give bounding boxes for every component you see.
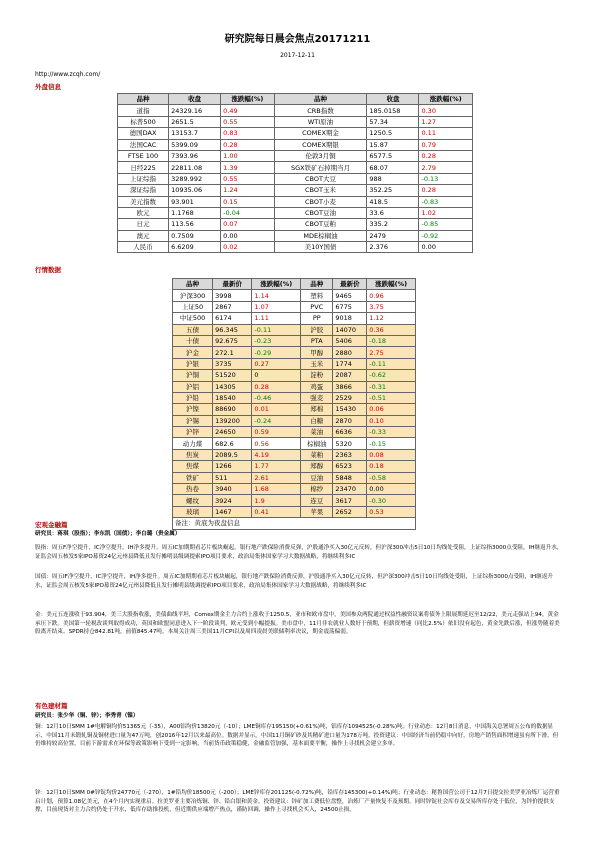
- market_table-row: [173, 290, 416, 301]
- outer_table-header-cell: 收盘: [169, 94, 221, 105]
- market_table-cell: 3866: [333, 381, 367, 392]
- market_table-cell: 92.675: [213, 335, 252, 346]
- market_table-header-cell: 涨跌幅(%): [252, 279, 301, 290]
- outer_table-cell: 7393.96: [169, 150, 221, 161]
- market_table-cell: -0.31: [367, 381, 416, 392]
- outer_table-cell: SGX铁矿石掉期当月: [274, 162, 367, 173]
- outer_table-cell: 欧元: [118, 207, 169, 218]
- outer_table-row: [118, 196, 473, 207]
- market_table-cell: 0.08: [367, 449, 416, 460]
- market_table-cell: 1266: [213, 461, 252, 472]
- market_table-cell: -0.58: [367, 472, 416, 483]
- macro-paragraph-bond: 国债：周五IF净空提升，IC净空提升，IH净多提升。周五IC加期期看芯片板块崛起，银行地产跌保险消费反弹，沪股通净买入30亿元反转，但沪深300冲击5日10日均线处受阻，上证综指3000点受阻，IH继返升水，证监会周五核发5家IPO募资24亿元州县降低且发行摊明县级调提索IPO项目要求，政治局集体国家学习大数据战略，将继续利多IC: [35, 574, 553, 589]
- outer_table-cell: 33.6: [367, 207, 419, 218]
- outer_table-cell: CBOT玉米: [274, 185, 367, 196]
- outer_table-cell: 22811.08: [169, 162, 221, 173]
- outer_table-row: [118, 128, 473, 139]
- outer_table-cell: 93.901: [169, 196, 221, 207]
- market_table-row: [173, 427, 416, 438]
- market_table-cell: 2529: [333, 392, 367, 403]
- market_table-cell: -0.11: [367, 358, 416, 369]
- outer_table-cell: CBOT豆粕: [274, 219, 367, 230]
- outer_table-cell: 15.87: [367, 139, 419, 150]
- market_table-cell: 2880: [333, 347, 367, 358]
- outer_table-cell: 1.39: [221, 162, 274, 173]
- market_table-cell: 14305: [213, 381, 252, 392]
- market_table-row: [173, 495, 416, 506]
- market_table-cell: 菜粕: [301, 449, 333, 460]
- market_table-cell: 1.14: [252, 290, 301, 301]
- market_table-cell: 2867: [213, 301, 252, 312]
- market_table-row: [173, 449, 416, 460]
- market_table-cell: 1467: [213, 506, 252, 517]
- outer_table-cell: 2.376: [367, 242, 419, 253]
- outer_table-cell: 澳元: [118, 230, 169, 241]
- market_table-cell: 0.96: [367, 290, 416, 301]
- market_table-cell: -0.33: [367, 427, 416, 438]
- market_table-cell: -0.29: [252, 347, 301, 358]
- outer_table-cell: 68.07: [367, 162, 419, 173]
- outer_table-cell: 德国DAX: [118, 128, 169, 139]
- market_table-cell: 682.6: [213, 438, 252, 449]
- outer_table-cell: 10935.06: [169, 185, 221, 196]
- outer_table-cell: 伦敦3月铜: [274, 150, 367, 161]
- market_table-cell: 5406: [333, 335, 367, 346]
- market_table-header-cell: 涨跌幅(%): [367, 279, 416, 290]
- market_table-cell: 0.56: [252, 438, 301, 449]
- outer_table-row: [118, 162, 473, 173]
- outer_table-cell: 0.28: [221, 139, 274, 150]
- market_table-cell: 鸡蛋: [301, 381, 333, 392]
- outer_table-cell: -0.85: [419, 219, 473, 230]
- outer_table-cell: 日元: [118, 219, 169, 230]
- market_table-row: [173, 392, 416, 403]
- market_table-cell: 5848: [333, 472, 367, 483]
- market_table-row: [173, 415, 416, 426]
- market_table-cell: 塑料: [301, 290, 333, 301]
- market_table-cell: 51520: [213, 370, 252, 381]
- market_table-cell: 郑醇: [301, 461, 333, 472]
- outer_table-cell: 1.02: [419, 207, 473, 218]
- outer_table-cell: MDE棕榈油: [274, 230, 367, 241]
- outer_table-cell: -0.83: [419, 196, 473, 207]
- outer_table-cell: FTSE 100: [118, 150, 169, 161]
- outer_table-cell: 1.00: [221, 150, 274, 161]
- outer_table-cell: 352.25: [367, 185, 419, 196]
- outer_table-cell: COMEX期金: [274, 128, 367, 139]
- market_table-cell: -0.18: [367, 335, 416, 346]
- market_table-cell: 3940: [213, 484, 252, 495]
- market_table-cell: 淀粉: [301, 370, 333, 381]
- outer_table-row: [118, 116, 473, 127]
- macro-paragraph-gold: 金：美元五连涨收于93.904，美三大股指收涨，美债曲线平坦，Comex期金主力合约上涨收于1250.5，亚市和欧市盘中，美国参众两院通过权益性融资议案将债务上限展期延迟至12/22，美元走强站上94，黄金承压下跌。美国第一轮税改谈判取得成功，英国和欧盟同意进入下一阶段谈判，欧元受到小幅提振。美市盘中，11月非农就业人数好于预期，但薪资增速（同比2.5%）依旧没有起色，黄金先跌后涨，但涨势随着美股离开结束。SPDR持仓842.81吨，前值845.47吨。本周关注周三美国11月CPI以及周四凌晨美联储利率决议，期金震荡偏弱。: [35, 612, 560, 636]
- market_table-cell: 1.12: [367, 313, 416, 324]
- outer_table-cell: 0.79: [419, 139, 473, 150]
- market_table-cell: 1.07: [252, 301, 301, 312]
- market_table-cell: 1.11: [252, 313, 301, 324]
- market_table-cell: 白糖: [301, 415, 333, 426]
- outer_table-cell: 美元指数: [118, 196, 169, 207]
- market_table-header-cell: 品种: [173, 279, 213, 290]
- outer_table-cell: 988: [367, 173, 419, 184]
- site-link[interactable]: http://www.zcqh.com/: [35, 71, 101, 78]
- section-market-title: 行情数据: [35, 266, 61, 274]
- market_table-cell: 沪锡: [173, 415, 213, 426]
- outer_table-cell: 0.7509: [169, 230, 221, 241]
- market_table-row: [173, 301, 416, 312]
- outer_table-cell: 0.11: [419, 128, 473, 139]
- market_table-header-cell: 品种: [301, 279, 333, 290]
- market_table-cell: 88690: [213, 404, 252, 415]
- market_table-cell: 沪锌: [173, 427, 213, 438]
- market_table-cell: 菜油: [301, 427, 333, 438]
- market_table-cell: 棕榈油: [301, 438, 333, 449]
- outer_table-cell: 日经225: [118, 162, 169, 173]
- market_table-cell: -0.24: [252, 415, 301, 426]
- market_table-cell: 豆油: [301, 472, 333, 483]
- outer_table-cell: WTI原油: [274, 116, 367, 127]
- outer_table-cell: 418.5: [367, 196, 419, 207]
- outer_table-cell: 人民币: [118, 242, 169, 253]
- outer_table-cell: COMEX期银: [274, 139, 367, 150]
- market_table-row: [173, 381, 416, 392]
- market_table-cell: -0.15: [367, 438, 416, 449]
- market_table-cell: 苹果: [301, 506, 333, 517]
- outer_table-cell: 0.15: [221, 196, 274, 207]
- market_table-cell: 6174: [213, 313, 252, 324]
- market_table-cell: 2087: [333, 370, 367, 381]
- market_table-cell: 沪镍: [173, 404, 213, 415]
- outer_table-row: [118, 219, 473, 230]
- market_table-cell: 0: [252, 370, 301, 381]
- outer_table-cell: 13153.7: [169, 128, 221, 139]
- outer_table-cell: 深证综指: [118, 185, 169, 196]
- outer_table-cell: -0.92: [419, 230, 473, 241]
- market_table-cell: 铁矿: [173, 472, 213, 483]
- market_table-cell: 2.75: [367, 347, 416, 358]
- market_table-row: [173, 438, 416, 449]
- market_table-cell: 4.19: [252, 449, 301, 460]
- market_table-row: [173, 370, 416, 381]
- outer-market-table: [117, 93, 473, 253]
- section-metals-title: 有色建材篇: [35, 702, 68, 710]
- market_table-cell: -0.46: [252, 392, 301, 403]
- outer_table-cell: 1.27: [419, 116, 473, 127]
- outer_table-row: [118, 242, 473, 253]
- market_table-cell: 沪铜: [173, 370, 213, 381]
- outer_table-cell: 0.55: [221, 116, 274, 127]
- outer_table-header-cell: 涨跌幅(%): [221, 94, 274, 105]
- market_table-cell: 沪银: [173, 358, 213, 369]
- market_table-cell: 3998: [213, 290, 252, 301]
- market_table-cell: 焦煤: [173, 461, 213, 472]
- outer_table-cell: CBOT豆油: [274, 207, 367, 218]
- market_table-cell: 0.53: [367, 506, 416, 517]
- market_table-cell: 6636: [333, 427, 367, 438]
- outer_table-cell: CRB指数: [274, 105, 367, 116]
- outer_table-row: [118, 150, 473, 161]
- page-title: 研究院每日晨会焦点20171211: [224, 34, 371, 45]
- outer_table-cell: 0.83: [221, 128, 274, 139]
- outer_table-row: [118, 139, 473, 150]
- market_table-cell: 0.18: [367, 461, 416, 472]
- market_table-header-cell: 最新价: [333, 279, 367, 290]
- market_table-cell: 热卷: [173, 484, 213, 495]
- outer_table-cell: 法国CAC: [118, 139, 169, 150]
- market_table-cell: 3.75: [367, 301, 416, 312]
- market_table-cell: PVC: [301, 301, 333, 312]
- outer_table-cell: 0.55: [221, 173, 274, 184]
- market_table-cell: 沪深300: [173, 290, 213, 301]
- market_table-row: [173, 335, 416, 346]
- outer_table-cell: 6.6209: [169, 242, 221, 253]
- outer_table-header-cell: 品种: [274, 94, 367, 105]
- market_table-cell: 甲醇: [301, 347, 333, 358]
- market_table-cell: 9018: [333, 313, 367, 324]
- market_table-cell: 139200: [213, 415, 252, 426]
- market_table-cell: 沪金: [173, 347, 213, 358]
- outer_table-cell: 113.56: [169, 219, 221, 230]
- outer_table-header-cell: 品种: [118, 94, 169, 105]
- outer_table-cell: 0.49: [221, 105, 274, 116]
- outer_table-cell: 0.00: [419, 242, 473, 253]
- outer_table-cell: -0.13: [419, 173, 473, 184]
- outer_table-cell: 2651.5: [169, 116, 221, 127]
- macro-researchers: 研究员：蒋琪（股指）；李东凯（国债）；李白璐（贵金属）: [35, 531, 181, 537]
- outer_table-cell: 57.34: [367, 116, 419, 127]
- market_table-cell: 玻璃: [173, 506, 213, 517]
- market_table-cell: 18540: [213, 392, 252, 403]
- outer_table-row: [118, 230, 473, 241]
- market_table-cell: 连豆: [301, 495, 333, 506]
- market_table-cell: 272.1: [213, 347, 252, 358]
- market_table-cell: 2652: [333, 506, 367, 517]
- market_table-cell: 郑棉: [301, 404, 333, 415]
- market_table-cell: 0.28: [252, 381, 301, 392]
- market_table-cell: 1.77: [252, 461, 301, 472]
- metals-paragraph-zinc: 锌：12月10日SMM 0#锌锭均价24770元（-270），1#铅均价18500元（-200）；LME锌库存201125(-0.72%)吨，铅库存145300(+0.14%)吨；行业动态：秘鲁国营公司于12月7日提交拉美罗亚冶炼厂运营重启计划，预算1.08亿美元，在4个月内实现重启。拉美罗亚主要冶炼铜、锌、铅白银和黄金。投资建议：锌矿加工费低位盘整，冶炼厂产量恢复不及预期。同时锌锭社会库存及交易所库存处于低位，为锌价提供支撑，目前现货对主力合约仍处于升水，低库存助推投机，但近期供应端增产热点，谨防回调，操作上寻找机会买入，24500止损。: [35, 790, 560, 814]
- outer_table-cell: 1.1768: [169, 207, 221, 218]
- section-outer-title: 外盘信息: [35, 83, 61, 91]
- market_table-row: [173, 472, 416, 483]
- outer_table-cell: 6577.5: [367, 150, 419, 161]
- market_table-row: [173, 358, 416, 369]
- macro-paragraph-stock: 股指：周五F净空提升，IC净空提升，IH净多提升。周五IC加期期看芯片板块崛起，银行地产跌保险消费反弹，沪股通净买入30亿元反转，但沪深300冲击5日10日均线处受阻，上证综指3000点受阻，IH继返升水，证监会周五核发5家IPO募资24亿元州县降低且发行摊明县级调提索IPO项目要求，政治局集体国家学习大数据战略，将继续利多IC: [35, 545, 563, 560]
- market_table-cell: 96.345: [213, 324, 252, 335]
- market_table-cell: 沪铝: [173, 381, 213, 392]
- outer_table-cell: CBOT小麦: [274, 196, 367, 207]
- market_table-cell: 强麦: [301, 392, 333, 403]
- market_table-cell: 0.41: [252, 506, 301, 517]
- market_table-cell: 1774: [333, 358, 367, 369]
- outer_table-cell: 道指: [118, 105, 169, 116]
- market_table-cell: 3735: [213, 358, 252, 369]
- market_table-cell: 动力煤: [173, 438, 213, 449]
- market_table-cell: -0.30: [367, 495, 416, 506]
- market_table-cell: 2.61: [252, 472, 301, 483]
- market_table-cell: 0.00: [367, 484, 416, 495]
- market_table-cell: 十债: [173, 335, 213, 346]
- market_table-cell: -0.62: [367, 370, 416, 381]
- report-date: 2017-12-11: [280, 52, 315, 59]
- outer_table-cell: 5399.09: [169, 139, 221, 150]
- market_table-cell: 0.06: [367, 404, 416, 415]
- market_table-cell: 1.9: [252, 495, 301, 506]
- section-macro-title: 宏观金融篇: [35, 521, 68, 529]
- market_table-row: [173, 313, 416, 324]
- market_table-cell: 2089.5: [213, 449, 252, 460]
- market_table-cell: 15430: [333, 404, 367, 415]
- metals-researchers: 研究员：张少华（铜、锌）；李秀青（镍）: [35, 713, 139, 719]
- outer_table-row: [118, 173, 473, 184]
- outer_table-cell: 美10Y国债: [274, 242, 367, 253]
- outer_table-cell: 1.24: [221, 185, 274, 196]
- outer_table-cell: 335.2: [367, 219, 419, 230]
- market_table-cell: 6775: [333, 301, 367, 312]
- outer_table-header-cell: 收盘: [367, 94, 419, 105]
- outer_table-cell: 上证综指: [118, 173, 169, 184]
- market_table-cell: 0.59: [252, 427, 301, 438]
- market_table-cell: -0.51: [367, 392, 416, 403]
- outer_table-cell: 0.02: [221, 242, 274, 253]
- market_table-cell: 9465: [333, 290, 367, 301]
- market_table-header-cell: 最新价: [213, 279, 252, 290]
- outer_table-cell: -0.04: [221, 207, 274, 218]
- outer_table-cell: 标普500: [118, 116, 169, 127]
- market_table-cell: 511: [213, 472, 252, 483]
- outer_table-row: [118, 105, 473, 116]
- market_table-cell: 沪胶: [301, 324, 333, 335]
- market_table-cell: 沪铅: [173, 392, 213, 403]
- outer_table-cell: 0.00: [221, 230, 274, 241]
- outer_table-cell: 0.28: [419, 150, 473, 161]
- outer_table-cell: 2479: [367, 230, 419, 241]
- market_table-cell: 5320: [333, 438, 367, 449]
- market_table-cell: 23470: [333, 484, 367, 495]
- market_table-cell: PTA: [301, 335, 333, 346]
- market_table-cell: 3924: [213, 495, 252, 506]
- outer_table-cell: 0.28: [419, 185, 473, 196]
- market_table-cell: 棉纱: [301, 484, 333, 495]
- market_table-cell: 3617: [333, 495, 367, 506]
- market_table-cell: 焦炭: [173, 449, 213, 460]
- outer_table-row: [118, 207, 473, 218]
- metals-paragraph-copper: 铜：12月10日SMM 1#电解铜均价51365元（-35），A00铝均价13820元（-10）；LME铜库存195150(+0.61%)吨，铝库存1094525(-0.28%)吨；行业动态：12月8日消息，中国海关总署周五公布的数据显示，中国11月未锻轧铜及铜材进口量为47万吨，创2016年12月以来最高位。数据并显示，中国11月铜矿砂及其精矿进口量为178万吨。投资建议：中国经济当前仍稳中向好，房地产销售面积增速虽有所下滑，但仍维持较高位置，目前下游需求在环保等政策影响下受到一定影响，当前货币政策稳健，金融监管加强，基本面要平衡，操作上寻找机会建立多单。: [35, 724, 559, 748]
- market_table-cell: 0.27: [252, 358, 301, 369]
- outer_table-cell: 3289.992: [169, 173, 221, 184]
- market_table-cell: 14070: [333, 324, 367, 335]
- market_table-cell: PP: [301, 313, 333, 324]
- market_table-cell: 螺纹: [173, 495, 213, 506]
- outer_table-cell: 24329.16: [169, 105, 221, 116]
- market_table-row: [173, 324, 416, 335]
- outer_table-row: [118, 185, 473, 196]
- market_table-cell: 五债: [173, 324, 213, 335]
- market_table-cell: 2870: [333, 415, 367, 426]
- market_table-cell: 0.10: [367, 415, 416, 426]
- outer_table-cell: 0.07: [221, 219, 274, 230]
- market_table-cell: 0.36: [367, 324, 416, 335]
- market_table-row: [173, 484, 416, 495]
- outer_table-cell: 0.30: [419, 105, 473, 116]
- market_table-cell: 中证500: [173, 313, 213, 324]
- market_table-cell: 1.68: [252, 484, 301, 495]
- market-data-table: [172, 278, 416, 530]
- market_table-cell: -0.23: [252, 335, 301, 346]
- night-session-note: 备注：黄底为夜盘信息: [173, 518, 416, 529]
- market_table-row: [173, 404, 416, 415]
- market_table-cell: -0.11: [252, 324, 301, 335]
- market_table-cell: 2363: [333, 449, 367, 460]
- market_table-cell: 上证50: [173, 301, 213, 312]
- market_table-cell: 24650: [213, 427, 252, 438]
- outer_table-cell: 2.79: [419, 162, 473, 173]
- outer_table-cell: 185.0158: [367, 105, 419, 116]
- market_table-cell: 玉米: [301, 358, 333, 369]
- outer_table-header-cell: 涨跌幅(%): [419, 94, 473, 105]
- market_table-cell: 0.01: [252, 404, 301, 415]
- market_table-row: [173, 461, 416, 472]
- market_table-row: [173, 506, 416, 517]
- outer_table-cell: 1250.5: [367, 128, 419, 139]
- market_table-row: [173, 347, 416, 358]
- outer_table-cell: CBOT大豆: [274, 173, 367, 184]
- market_table-cell: 6523: [333, 461, 367, 472]
